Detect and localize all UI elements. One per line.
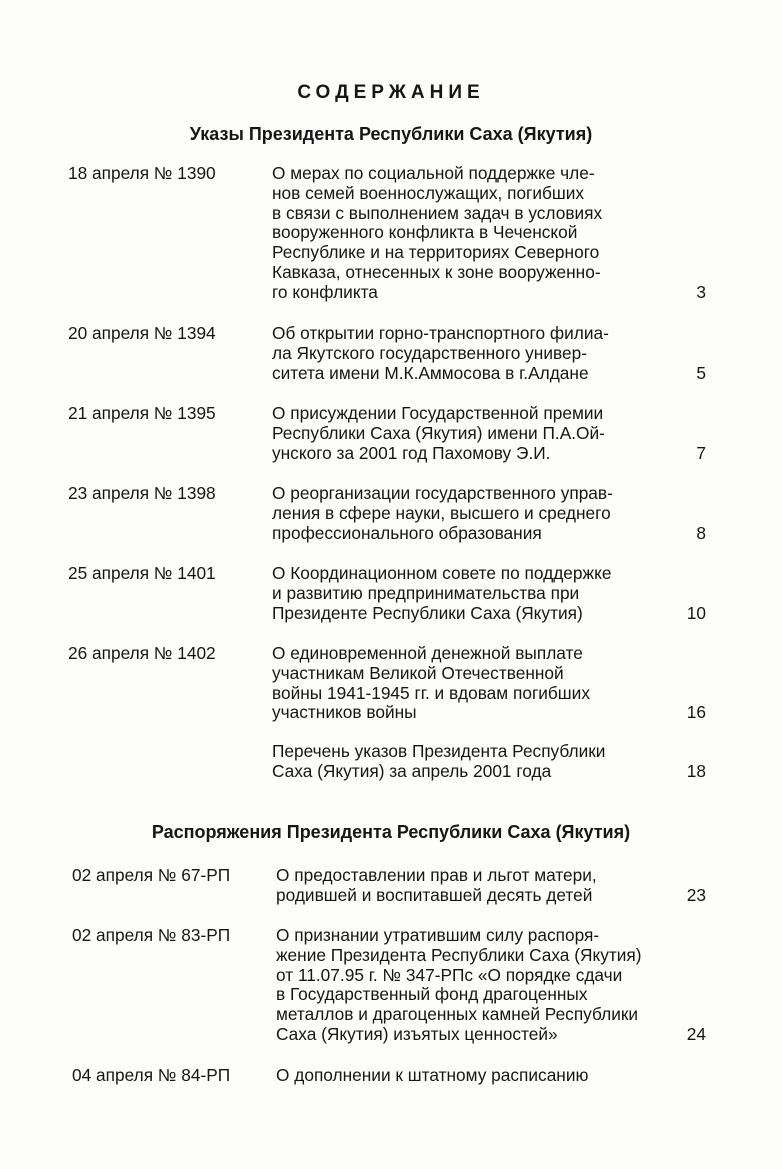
entry-page-number: 7 — [696, 442, 706, 463]
entry-title-line: в связи с выполнением задач в условиях — [272, 202, 603, 223]
entry-date: 26 апреля № 1402 — [68, 643, 216, 663]
entry-title — [272, 644, 590, 723]
entry-title-line: О мерах по социальной поддержке чле- — [272, 163, 595, 183]
entry-date: 04 апреля № 84-РП — [72, 1065, 231, 1085]
entry-title-line: вооруженного конфликта в Чеченской — [272, 222, 578, 243]
entry-title-line: жение Президента Республики Саха (Якутия) — [276, 944, 642, 965]
entry-title-line: О предоставлении прав и льгот матери, — [276, 865, 597, 885]
entry-title-line: в Государственный фонд драгоценных — [276, 984, 588, 1005]
entry-title-line: О присуждении Государственной премии — [272, 403, 604, 423]
entry-page-number: 23 — [686, 884, 706, 905]
entry-title-line: ситета имени М.К.Аммосова в г.Алдане — [272, 362, 589, 383]
section-heading-decrees: Указы Президента Республики Саха (Якутия) — [189, 124, 593, 144]
entry-title — [276, 866, 597, 906]
entry-date: 20 апреля № 1394 — [68, 323, 216, 343]
entry-title-line: О реорганизации государственного управ- — [272, 483, 613, 503]
entry-title-line: Саха (Якутия) за апрель 2001 года — [272, 760, 552, 781]
entry-title — [272, 404, 605, 463]
entry-title — [272, 484, 613, 543]
entry-date: 02 апреля № 67-РП — [72, 865, 231, 885]
entry-title — [272, 324, 609, 383]
entry-title-line: участников войны — [272, 702, 417, 723]
entry-date: 23 апреля № 1398 — [68, 483, 216, 503]
entry-title-line: О единовременной денежной выплате — [272, 643, 583, 663]
section-heading-orders: Распоряжения Президента Республики Саха (Якутия) — [151, 822, 631, 842]
entry-date: 18 апреля № 1390 — [68, 163, 216, 183]
entry-title-line: Президенте Республики Саха (Якутия) — [272, 602, 583, 623]
entry-title-line: ления в сфере науки, высшего и среднего — [272, 502, 611, 523]
entry-title-line: Республике и на территориях Северного — [272, 242, 600, 263]
entry-title-line: Республики Саха (Якутия) имени П.А.Ой- — [272, 422, 605, 443]
entry-date: 21 апреля № 1395 — [68, 403, 216, 423]
entry-page-number: 16 — [686, 702, 706, 723]
entry-title-line: нов семей военнослужащих, погибших — [272, 182, 585, 203]
entry-title-line: унского за 2001 год Пахомову Э.И. — [272, 442, 551, 463]
entry-title — [276, 926, 642, 1045]
entry-title — [272, 742, 605, 782]
entry-title — [272, 564, 611, 623]
page-title: СОДЕРЖАНИЕ — [297, 82, 485, 103]
entry-title-line: родившей и воспитавшей десять детей — [276, 884, 593, 905]
entry-title-line: Об открытии горно-транспортного филиа- — [272, 323, 609, 343]
entry-title-line: войны 1941-1945 гг. и вдовам погибших — [272, 682, 590, 703]
entry-date: 25 апреля № 1401 — [68, 563, 216, 583]
entry-date: 02 апреля № 83-РП — [72, 925, 231, 945]
entry-page-number: 8 — [696, 522, 706, 543]
entry-title-line: участникам Великой Отечественной — [272, 662, 564, 683]
entry-page-number: 10 — [686, 602, 706, 623]
entry-title — [272, 164, 602, 303]
entry-title-line: Перечень указов Президента Республики — [272, 741, 606, 761]
entry-page-number: 5 — [696, 362, 706, 383]
entry-title-line: от 11.07.95 г. № 347-РПс «О порядке сдачи — [276, 964, 623, 985]
entry-title-line: О признании утратившим силу распоря- — [276, 925, 600, 945]
entry-title-line: и развитию предпринимательства при — [272, 582, 580, 603]
entry-title-line: ла Якутского государственного универ- — [272, 342, 587, 363]
entry-page-number: 18 — [686, 760, 706, 781]
entry-title-line: го конфликта — [272, 281, 378, 302]
entry-title-line: металлов и драгоценных камней Республики — [276, 1004, 639, 1025]
entry-title-line: Саха (Якутия) изъятых ценностей» — [276, 1023, 558, 1044]
entry-title-line: профессионального образования — [272, 522, 542, 543]
entry-title — [276, 1066, 588, 1086]
entry-title-line: О дополнении к штатному расписанию — [276, 1065, 589, 1085]
entry-title-line: Кавказа, отнесенных к зоне вооруженно- — [272, 261, 601, 282]
entry-page-number: 3 — [696, 281, 706, 302]
entry-page-number: 24 — [686, 1024, 706, 1044]
entry-title-line: О Координационном совете по поддержке — [272, 563, 612, 583]
